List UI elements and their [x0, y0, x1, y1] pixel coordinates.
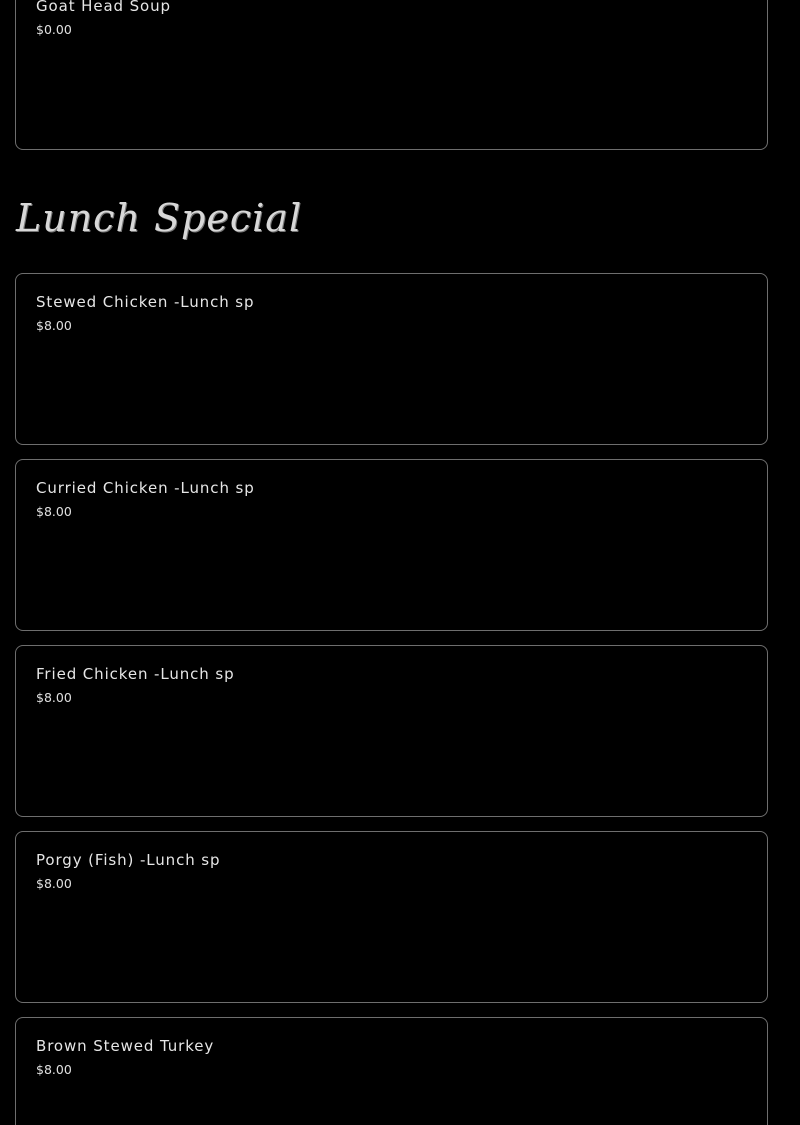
menu-item-card[interactable] — [15, 831, 768, 1003]
menu-item-card[interactable] — [15, 645, 768, 817]
menu-item-name: Stewed Chicken -Lunch sp — [36, 293, 255, 311]
menu-item-price: $8.00 — [36, 1062, 72, 1077]
menu-item-card[interactable] — [15, 273, 768, 445]
menu-item-price: $8.00 — [36, 504, 72, 519]
menu-item-name: Curried Chicken -Lunch sp — [36, 479, 255, 497]
menu-item-card[interactable] — [15, 459, 768, 631]
menu-item-price: $8.00 — [36, 876, 72, 891]
menu-item-name: Porgy (Fish) -Lunch sp — [36, 851, 221, 869]
menu-item-name: Brown Stewed Turkey — [36, 1037, 215, 1055]
menu-item-price: $8.00 — [36, 690, 72, 705]
section-title: Lunch Special — [16, 196, 303, 240]
menu-item-price: $0.00 — [36, 22, 72, 37]
menu-item-card[interactable] — [15, 0, 768, 150]
menu-item-price: $8.00 — [36, 318, 72, 333]
menu-item-name: Goat Head Soup — [36, 0, 171, 15]
menu-item-name: Fried Chicken -Lunch sp — [36, 665, 235, 683]
menu-item-card[interactable] — [15, 1017, 768, 1125]
